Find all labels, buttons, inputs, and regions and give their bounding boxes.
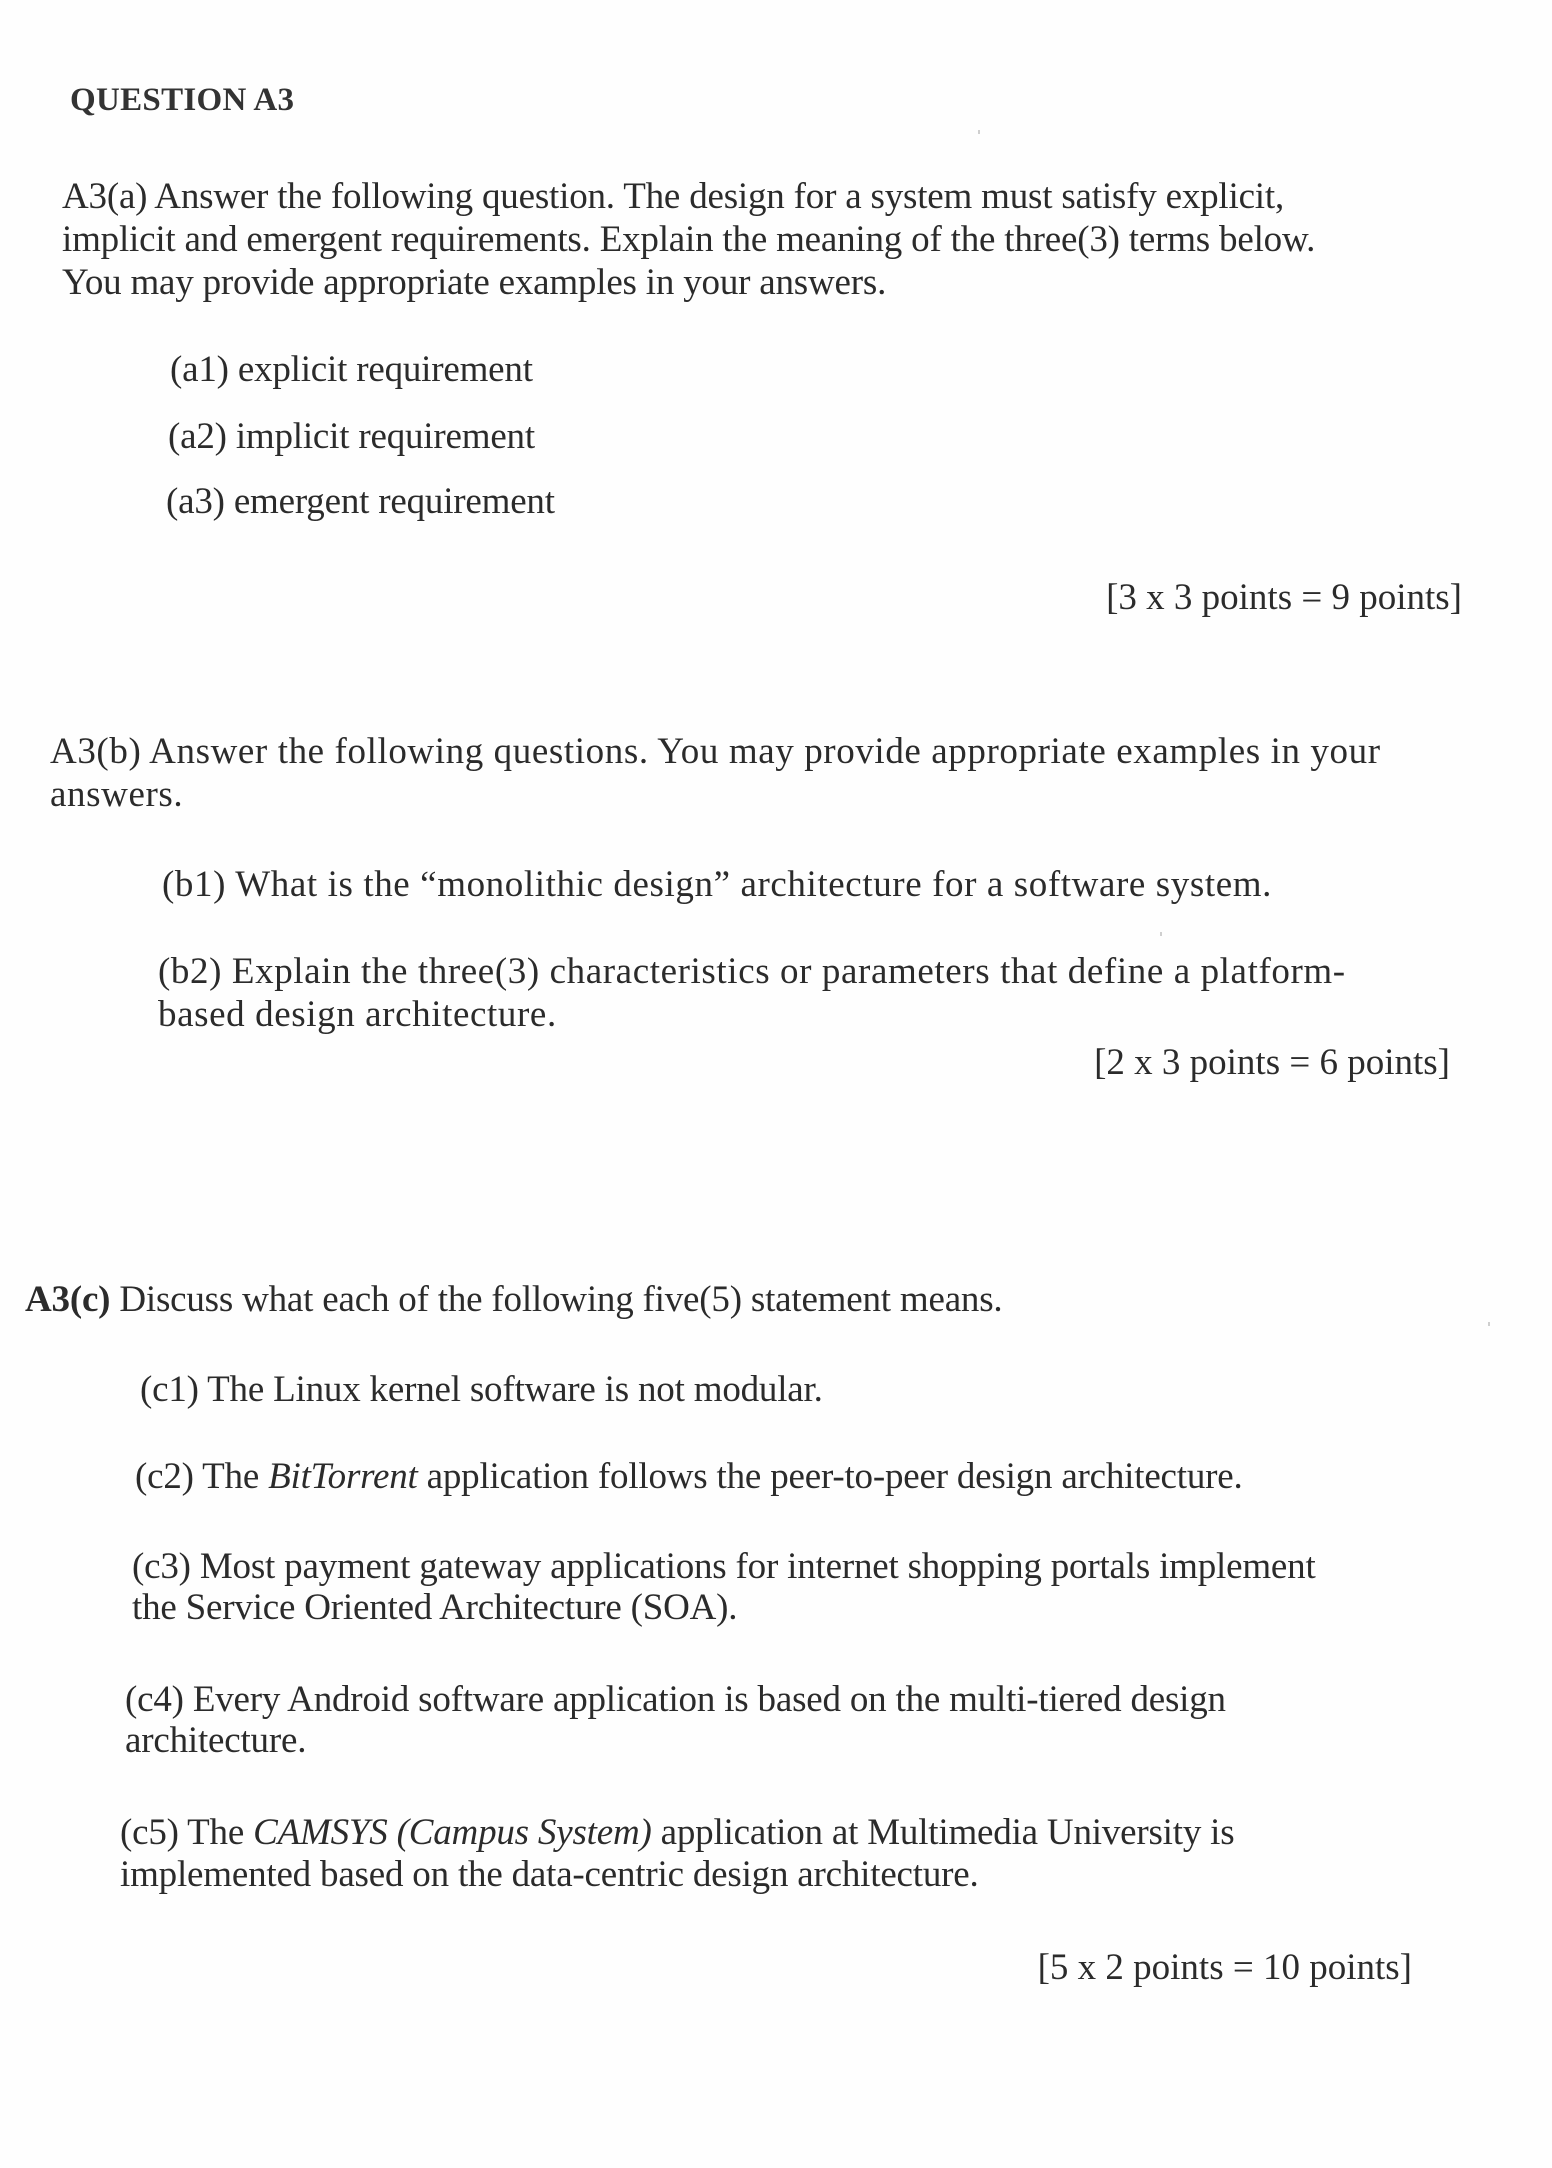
item-b1: (b1) What is the “monolithic design” architecture for a software system. bbox=[162, 864, 1273, 905]
item-c5-prefix: (c5) The bbox=[120, 1812, 254, 1853]
part-c-label: A3(c) bbox=[25, 1279, 111, 1320]
item-c5-italic: CAMSYS (Campus System) bbox=[253, 1812, 652, 1853]
part-b-marks: [2 x 3 points = 6 points] bbox=[1094, 1042, 1450, 1083]
part-c-marks: [5 x 2 points = 10 points] bbox=[1037, 1947, 1412, 1988]
scan-speck bbox=[1488, 1322, 1490, 1326]
part-a-intro-line-3: You may provide appropriate examples in your answers. bbox=[62, 262, 887, 303]
part-b-intro-line-1: A3(b) Answer the following questions. You may provide appropriate examples in your bbox=[50, 731, 1381, 772]
item-c4-line-1: (c4) Every Android software application is based on the multi-tiered design bbox=[125, 1679, 1226, 1720]
part-a-intro-line-1: A3(a) Answer the following question. The design for a system must satisfy explicit, bbox=[62, 176, 1285, 217]
item-c5-line-1 bbox=[120, 1811, 1234, 1855]
item-a2: (a2) implicit requirement bbox=[168, 416, 535, 457]
item-c3-line-2: the Service Oriented Architecture (SOA). bbox=[132, 1587, 738, 1628]
item-c1: (c1) The Linux kernel software is not modular. bbox=[140, 1369, 823, 1410]
item-c5-line-2: implemented based on the data-centric design architecture. bbox=[120, 1854, 979, 1895]
item-a3: (a3) emergent requirement bbox=[166, 481, 555, 522]
part-c-intro bbox=[25, 1278, 1003, 1322]
scan-speck bbox=[1160, 932, 1162, 936]
item-c3-line-1: (c3) Most payment gateway applications for internet shopping portals implement bbox=[132, 1546, 1316, 1587]
item-c4-line-2: architecture. bbox=[125, 1720, 307, 1761]
item-c2-italic: BitTorrent bbox=[268, 1456, 418, 1497]
item-c2 bbox=[135, 1455, 1243, 1499]
item-c5-suffix: application at Multimedia University is bbox=[651, 1812, 1235, 1853]
scan-speck bbox=[978, 130, 980, 134]
item-a1: (a1) explicit requirement bbox=[170, 349, 533, 390]
item-b2-line-1: (b2) Explain the three(3) characteristics or parameters that define a platform- bbox=[158, 951, 1346, 992]
question-title: QUESTION A3 bbox=[70, 82, 295, 118]
item-b2-line-2: based design architecture. bbox=[158, 994, 557, 1035]
item-c2-prefix: (c2) The bbox=[135, 1456, 269, 1497]
part-a-intro-line-2: implicit and emergent requirements. Explain the meaning of the three(3) terms below. bbox=[62, 219, 1316, 260]
part-b-intro-line-2: answers. bbox=[50, 774, 184, 815]
part-a-marks: [3 x 3 points = 9 points] bbox=[1106, 577, 1462, 618]
part-c-intro-text: Discuss what each of the following five(5) statement means. bbox=[110, 1279, 1003, 1320]
item-c2-suffix: application follows the peer-to-peer design architecture. bbox=[417, 1456, 1243, 1497]
